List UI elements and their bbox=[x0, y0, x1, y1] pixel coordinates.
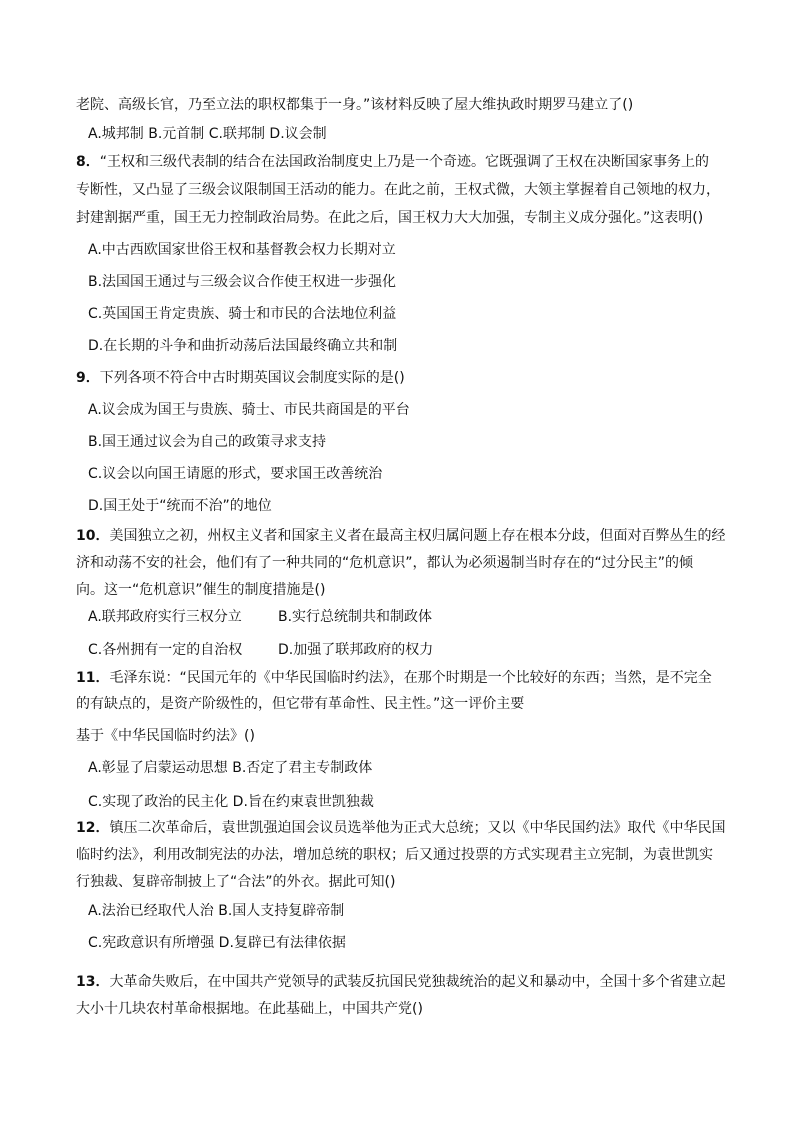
q10-option-c: C.各州拥有一定的自治权 bbox=[88, 642, 243, 658]
q9-stem: 9．下列各项不符合中古时期英国议会制度实际的是() bbox=[76, 370, 405, 386]
q12-stem-line-3: 行独裁、复辟帝制披上了“合法”的外衣。据此可知() bbox=[76, 874, 396, 890]
q10-number: 10． bbox=[76, 528, 110, 544]
q11-options-row-2: C.实现了政治的民主化 D.旨在约束袁世凯独裁 bbox=[88, 794, 374, 810]
q9-number: 9． bbox=[76, 370, 100, 386]
q12-number: 12． bbox=[76, 820, 110, 836]
q10-stem-line-1: 10．美国独立之初，州权主义者和国家主义者在最高主权归属问题上存在根本分歧，但面对百弊丛生的经 bbox=[76, 528, 726, 544]
q8-number: 8． bbox=[76, 154, 100, 170]
q7-options: A.城邦制 B.元首制 C.联邦制 D.议会制 bbox=[88, 126, 327, 142]
q8-option-c: C.英国国王肯定贵族、骑士和市民的合法地位利益 bbox=[88, 306, 397, 322]
q13-stem-line-2: 大小十几块农村革命根据地。在此基础上，中国共产党() bbox=[76, 1001, 423, 1017]
q8-stem-line-3: 封建割据严重，国王无力控制政治局势。在此之后，国王权力大大加强，专制主义成分强化。”这表明() bbox=[76, 210, 704, 226]
q11-stem-line-3: 基于《中华民国临时约法》() bbox=[76, 728, 255, 744]
q13-number: 13． bbox=[76, 974, 110, 990]
q9-option-d: D.国王处于“统而不治”的地位 bbox=[88, 498, 272, 514]
q12-options-row-1: A.法治已经取代人治 B.国人支持复辟帝制 bbox=[88, 903, 345, 919]
q11-stem-line-1: 11．毛泽东说：“民国元年的《中华民国临时约法》，在那个时期是一个比较好的东西；当然，是不完全 bbox=[76, 670, 712, 686]
q10-option-d: D.加强了联邦政府的权力 bbox=[278, 642, 434, 658]
q12-options-row-2: C.宪政意识有所增强 D.复辟已有法律依据 bbox=[88, 935, 346, 951]
q8-stem-line-1: 8．“王权和三级代表制的结合在法国政治制度史上乃是一个奇迹。它既强调了王权在决断国家事务上的 bbox=[76, 154, 710, 170]
q10-option-b: B.实行总统制共和制政体 bbox=[278, 609, 433, 625]
q11-number: 11． bbox=[76, 670, 110, 686]
q8-stem-line-2: 专断性，又凸显了三级会议限制国王活动的能力。在此之前，王权式微，大领主掌握着自己领地的权力， bbox=[76, 182, 720, 198]
q12-stem-line-2: 临时约法》，利用改制宪法的办法，增加总统的职权；后又通过投票的方式实现君主立宪制，为袁世凯实 bbox=[76, 847, 713, 863]
q8-option-a: A.中古西欧国家世俗王权和基督教会权力长期对立 bbox=[88, 242, 396, 258]
q11-stem-line-2: 的有缺点的，是资产阶级性的，但它带有革命性、民主性。”这一评价主要 bbox=[76, 696, 525, 712]
q7-stem-tail: 老院、高级长官，乃至立法的职权都集于一身。”该材料反映了屋大维执政时期罗马建立了() bbox=[76, 97, 634, 113]
q9-option-c: C.议会以向国王请愿的形式，要求国王改善统治 bbox=[88, 466, 383, 482]
q10-stem-line-3: 向。这一“危机意识”催生的制度措施是() bbox=[76, 582, 326, 598]
q9-option-a: A.议会成为国王与贵族、骑士、市民共商国是的平台 bbox=[88, 402, 410, 418]
q10-stem-line-2: 济和动荡不安的社会，他们有了一种共同的“危机意识”，都认为必须遏制当时存在的“过分民主”的倾 bbox=[76, 555, 694, 571]
q9-option-b: B.国王通过议会为自己的政策寻求支持 bbox=[88, 434, 327, 450]
q10-option-a: A.联邦政府实行三权分立 bbox=[88, 609, 242, 625]
q13-stem-line-1: 13．大革命失败后，在中国共产党领导的武装反抗国民党独裁统治的起义和暴动中，全国十多个省建立起 bbox=[76, 974, 726, 990]
q11-options-row-1: A.彰显了启蒙运动思想 B.否定了君主专制政体 bbox=[88, 760, 373, 776]
q8-option-b: B.法国国王通过与三级会议合作使王权进一步强化 bbox=[88, 274, 397, 290]
q12-stem-line-1: 12．镇压二次革命后，袁世凯强迫国会议员选举他为正式大总统；又以《中华民国约法》取代《中华民国 bbox=[76, 820, 726, 836]
q8-option-d: D.在长期的斗争和曲折动荡后法国最终确立共和制 bbox=[88, 338, 398, 354]
